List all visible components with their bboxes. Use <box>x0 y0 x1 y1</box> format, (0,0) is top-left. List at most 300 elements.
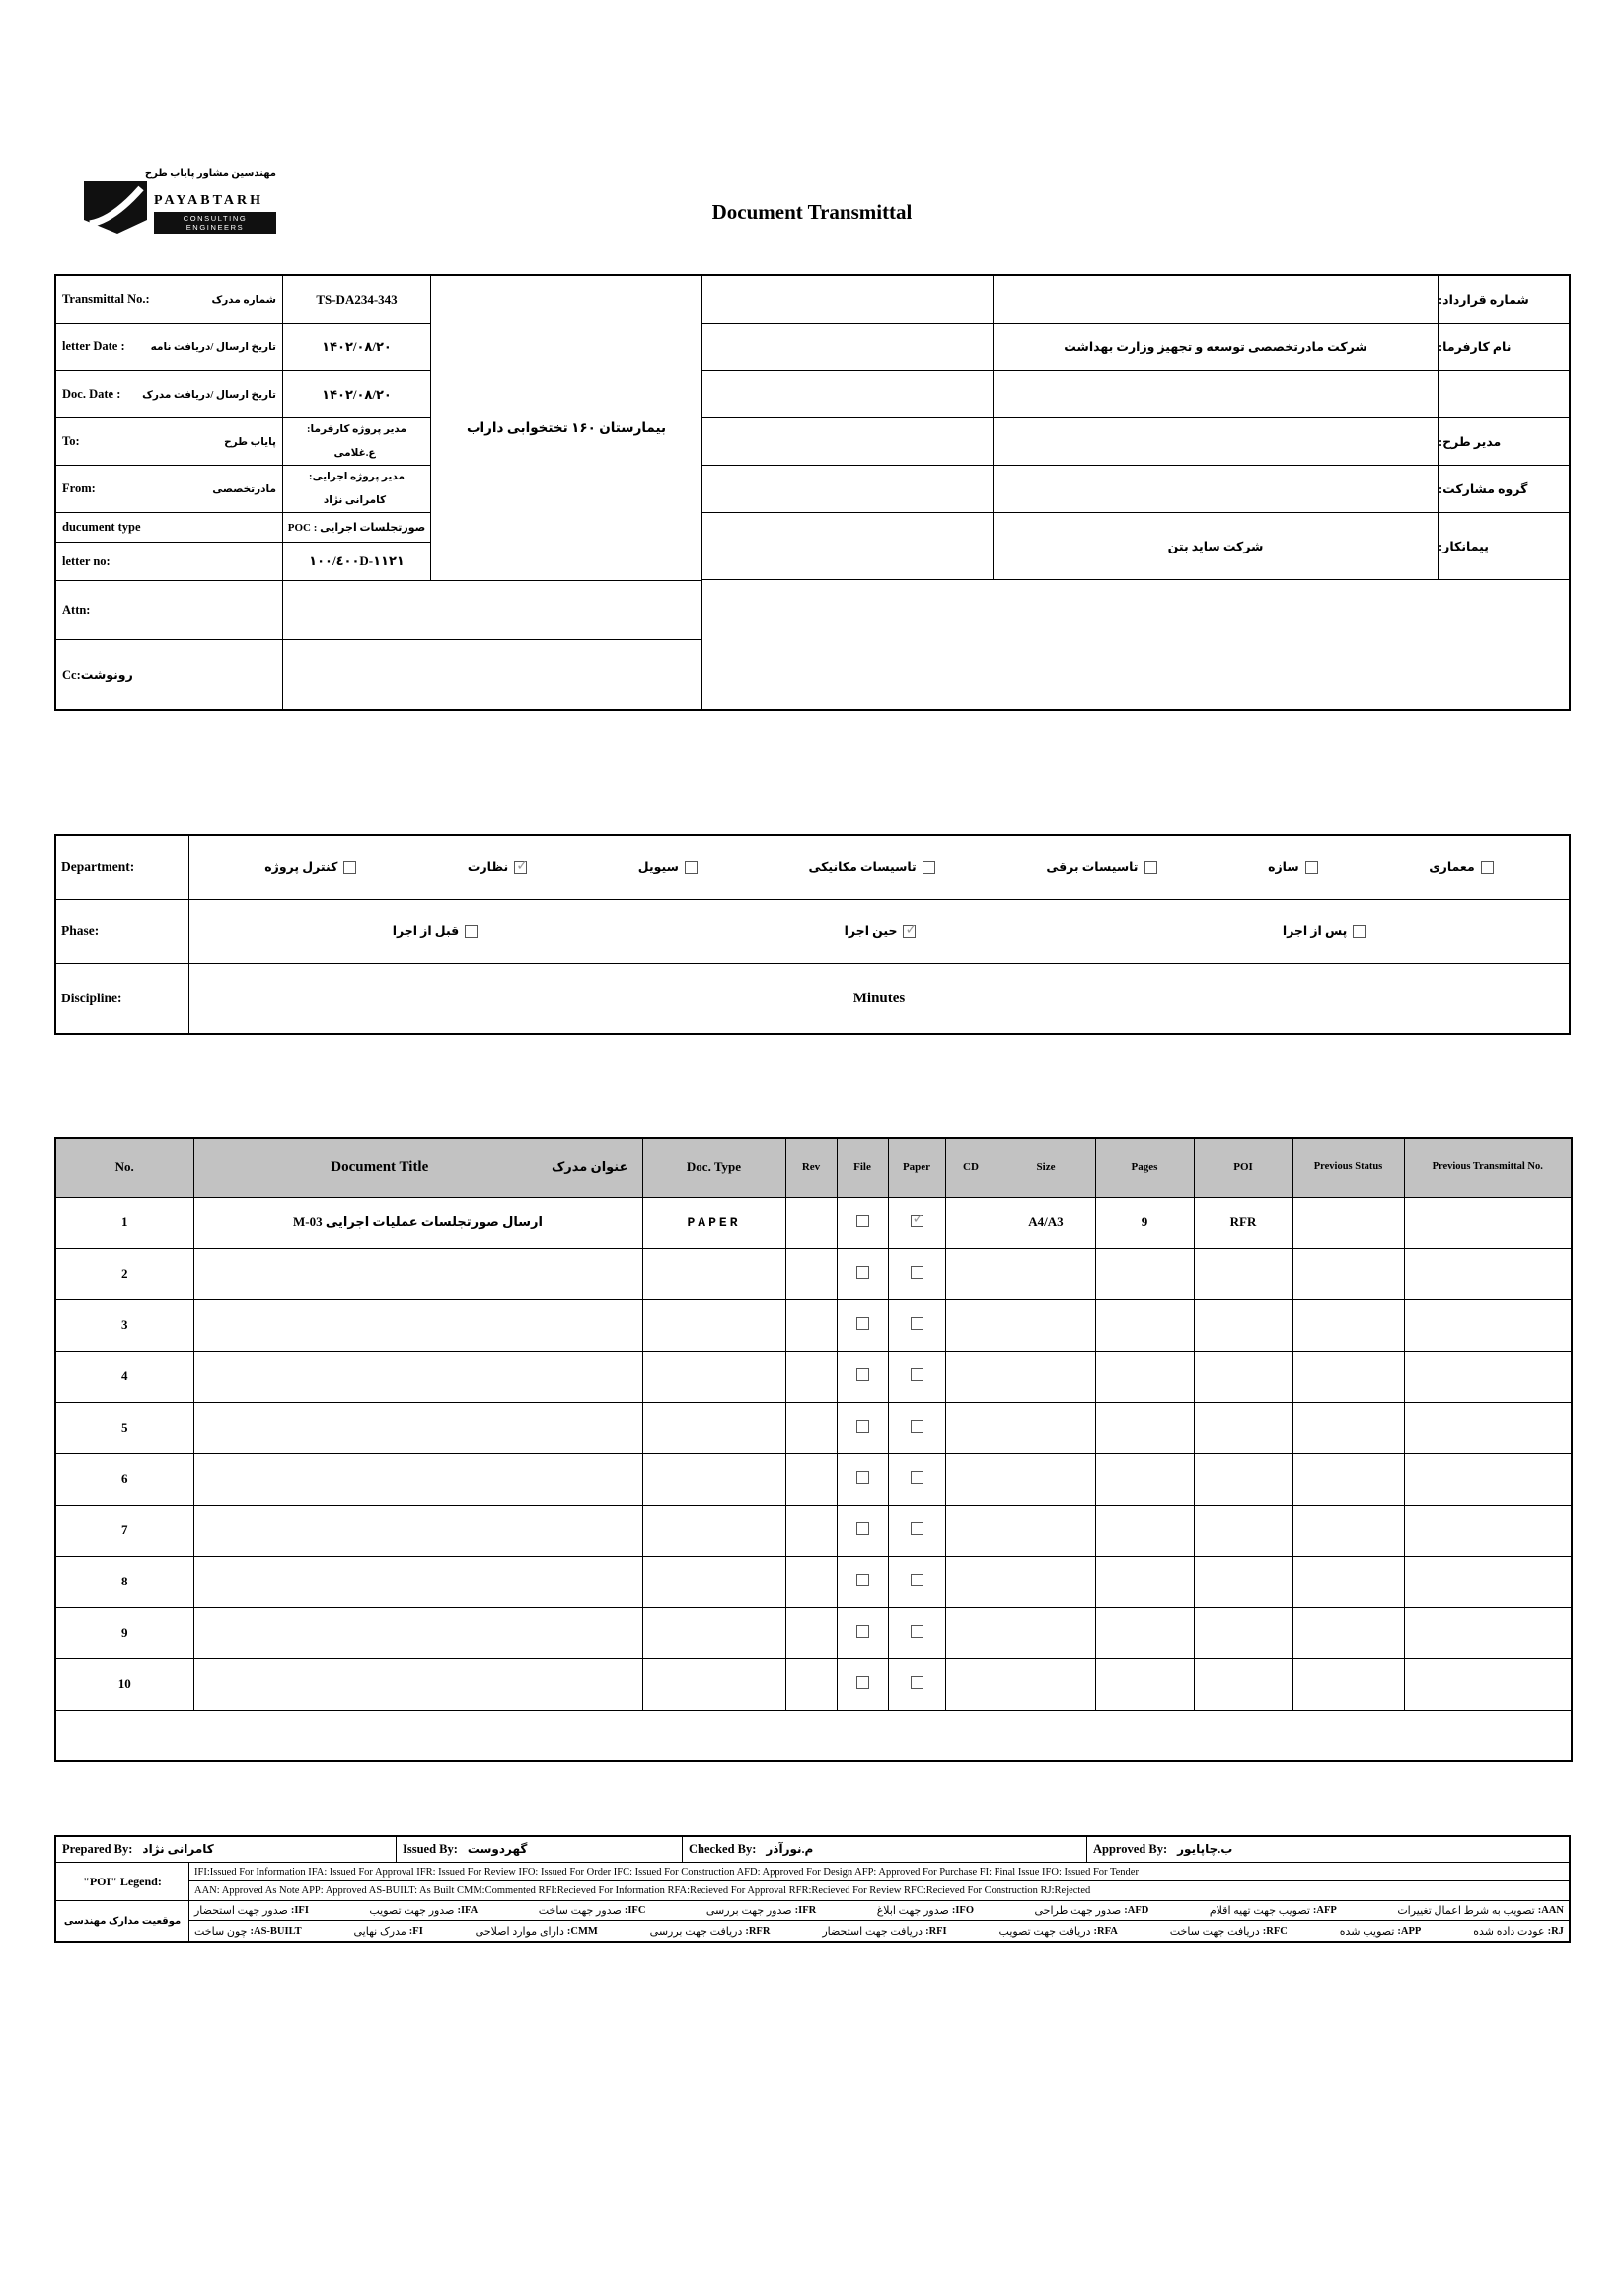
cell-cd <box>945 1556 997 1607</box>
paper-checkbox-row-2[interactable] <box>911 1266 923 1279</box>
cell-doc-type <box>642 1453 785 1505</box>
phase-label: Phase: <box>56 900 189 963</box>
cell-paper <box>888 1556 945 1607</box>
doc-table-empty-row <box>55 1710 1572 1761</box>
cell-title <box>193 1299 642 1351</box>
cell-poi <box>1194 1248 1292 1299</box>
cell-doc-type <box>642 1556 785 1607</box>
cell-prev-status <box>1292 1248 1404 1299</box>
legend-item: RFC: دریافت جهت ساخت <box>1169 1925 1288 1938</box>
col-rev: Rev <box>785 1138 837 1197</box>
partnership-value <box>994 466 1439 512</box>
cell-prev-transmittal <box>1404 1248 1572 1299</box>
cell-rev <box>785 1197 837 1248</box>
client-project-manager-value: ع.غلامی <box>333 447 376 459</box>
cell-rev <box>785 1248 837 1299</box>
transmittal-no-label: Transmittal No.: <box>62 292 150 306</box>
structure-checkbox[interactable] <box>1305 861 1318 874</box>
contractor-value: شرکت ساید بتن <box>994 513 1439 579</box>
dept-label-civil: سیویل <box>637 860 679 874</box>
col-size: Size <box>997 1138 1095 1197</box>
col-doc-type: Doc. Type <box>642 1138 785 1197</box>
client-value: شرکت مادرتخصصی توسعه و تجهیز وزارت بهداشت <box>994 324 1439 370</box>
cell-cd <box>945 1658 997 1710</box>
executive-project-manager-label: مدیر پروژه اجرایی: <box>309 472 405 483</box>
dept-item-electrical <box>1046 859 1156 875</box>
cell-pages <box>1095 1402 1194 1453</box>
cell-poi <box>1194 1658 1292 1710</box>
classification-table <box>54 834 1571 1035</box>
col-prev-transmittal: Previous Transmittal No. <box>1404 1138 1572 1197</box>
issued-by-cell <box>397 1837 683 1862</box>
cell-size <box>997 1607 1095 1658</box>
file-checkbox-row-5[interactable] <box>856 1420 869 1433</box>
paper-checkbox-row-9[interactable] <box>911 1625 923 1638</box>
logo-subtitle: CONSULTING ENGINEERS <box>154 212 276 234</box>
cell-size <box>997 1299 1095 1351</box>
cell-paper <box>888 1351 945 1402</box>
cell-title <box>193 1351 642 1402</box>
cell-title <box>193 1658 642 1710</box>
col-prev-status: Previous Status <box>1292 1138 1404 1197</box>
paper-checkbox-row-8[interactable] <box>911 1574 923 1586</box>
cell-rev <box>785 1607 837 1658</box>
supervision-checkbox[interactable] <box>514 861 527 874</box>
paper-checkbox-row-4[interactable] <box>911 1368 923 1381</box>
cell-prev-status <box>1292 1351 1404 1402</box>
from-label: From: <box>62 481 96 495</box>
checked-by-cell <box>683 1837 1087 1862</box>
dept-label-mechanical: تاسیسات مکانیکی <box>808 860 917 874</box>
from-value: مادرتخصصی <box>212 483 276 495</box>
transmittal-header-table <box>54 274 1571 711</box>
doc-date-row <box>56 371 430 418</box>
cell-prev-transmittal <box>1404 1453 1572 1505</box>
dept-item-mechanical <box>808 859 934 875</box>
doc-table-row <box>55 1299 1572 1351</box>
to-value: پایاب طرح <box>224 436 276 448</box>
cell-file <box>837 1248 888 1299</box>
cell-size <box>997 1453 1095 1505</box>
cell-poi <box>1194 1351 1292 1402</box>
cell-rev <box>785 1556 837 1607</box>
cell-paper <box>888 1505 945 1556</box>
fa-legend <box>56 1901 1569 1941</box>
cell-title <box>193 1607 642 1658</box>
empty-area <box>55 1710 1572 1761</box>
cell-prev-transmittal <box>1404 1197 1572 1248</box>
letter-date-row <box>56 324 430 371</box>
department-label: Department: <box>56 836 189 899</box>
doc-table-row <box>55 1197 1572 1248</box>
cell-doc-type <box>642 1248 785 1299</box>
doc-table-row <box>55 1556 1572 1607</box>
empty-row <box>702 371 1569 418</box>
letter-date-label-fa: تاریخ ارسال /دریافت نامه <box>150 341 276 353</box>
fa-legend-line-1 <box>189 1901 1569 1921</box>
prepared-by-label: Prepared By: <box>62 1842 133 1856</box>
cell-no: 3 <box>55 1299 193 1351</box>
cc-value <box>283 640 701 709</box>
attn-value <box>283 581 701 639</box>
phase-row <box>56 900 1569 964</box>
cell-file <box>837 1556 888 1607</box>
cell-cd <box>945 1453 997 1505</box>
client-project-manager-label: مدیر پروژه کارفرما: <box>307 424 406 436</box>
logo-persian-text: مهندسین مشاور پایاب طرح <box>144 168 276 179</box>
doc-table-row <box>55 1658 1572 1710</box>
cell-file <box>837 1197 888 1248</box>
letter-no-row <box>56 543 430 580</box>
cell-prev-transmittal <box>1404 1351 1572 1402</box>
dept-item-project-control <box>264 859 356 875</box>
cell-rev <box>785 1402 837 1453</box>
paper-checkbox-row-1[interactable] <box>911 1215 923 1227</box>
legend-item: RFA: دریافت جهت تصویب <box>998 1925 1118 1938</box>
cell-doc-type <box>642 1402 785 1453</box>
cell-size <box>997 1402 1095 1453</box>
attn-row <box>56 581 701 640</box>
doc-table-row <box>55 1351 1572 1402</box>
approved-by-cell <box>1087 1837 1569 1862</box>
dept-item-civil <box>638 859 698 875</box>
client-row <box>702 324 1569 371</box>
cell-prev-transmittal <box>1404 1505 1572 1556</box>
legend-item: IFC: صدور جهت ساخت <box>538 1905 646 1917</box>
cell-cd <box>945 1607 997 1658</box>
cc-row <box>56 640 701 709</box>
cell-size: A4/A3 <box>997 1197 1095 1248</box>
col-title-fa: عنوان مدرک <box>552 1159 628 1175</box>
col-cd: CD <box>945 1138 997 1197</box>
cell-title <box>193 1556 642 1607</box>
col-poi: POI <box>1194 1138 1292 1197</box>
cell-poi <box>1194 1505 1292 1556</box>
logo-name: PAYABTARH <box>154 193 264 208</box>
cell-prev-transmittal <box>1404 1658 1572 1710</box>
legend-item: RFI: دریافت جهت استحضار <box>822 1925 947 1938</box>
cell-size <box>997 1248 1095 1299</box>
cell-poi <box>1194 1556 1292 1607</box>
file-checkbox-row-3[interactable] <box>856 1317 869 1330</box>
contract-no-row <box>702 276 1569 324</box>
cell-file <box>837 1607 888 1658</box>
cell-title <box>193 1505 642 1556</box>
cell-paper <box>888 1658 945 1710</box>
col-paper: Paper <box>888 1138 945 1197</box>
file-checkbox-row-8[interactable] <box>856 1574 869 1586</box>
legend-item: CMM: دارای موارد اصلاحی <box>475 1925 598 1938</box>
cell-cd <box>945 1299 997 1351</box>
cell-file <box>837 1351 888 1402</box>
cell-poi <box>1194 1402 1292 1453</box>
contractor-row <box>702 513 1569 580</box>
col-pages: Pages <box>1095 1138 1194 1197</box>
legend-item: AFP: تصویب جهت تهیه اقلام <box>1209 1905 1337 1917</box>
cell-file <box>837 1299 888 1351</box>
col-no: No. <box>55 1138 193 1197</box>
dept-item-structure <box>1268 859 1318 875</box>
mechanical-checkbox[interactable] <box>923 861 935 874</box>
cell-prev-status <box>1292 1299 1404 1351</box>
signoff-row <box>56 1837 1569 1863</box>
cell-poi <box>1194 1607 1292 1658</box>
legend-item: IFA: صدور جهت تصویب <box>369 1905 479 1917</box>
doc-table-row <box>55 1248 1572 1299</box>
cell-pages <box>1095 1248 1194 1299</box>
cell-prev-status <box>1292 1556 1404 1607</box>
col-title-en: Document Title <box>331 1158 429 1175</box>
doc-date-value: ۱۴۰۲/۰۸/۲۰ <box>322 386 392 402</box>
plan-manager-label: مدیر طرح: <box>1439 434 1502 449</box>
executive-project-manager-value: کامرانی نژاد <box>323 494 387 506</box>
paper-checkbox-row-7[interactable] <box>911 1522 923 1535</box>
discipline-value: Minutes <box>852 990 906 1006</box>
cell-doc-type <box>642 1658 785 1710</box>
cell-file <box>837 1402 888 1453</box>
dept-label-supervision: نظارت <box>467 860 509 874</box>
phase-label-during-execution: حین اجرا <box>844 924 898 938</box>
discipline-label: Discipline: <box>56 964 189 1033</box>
cell-file <box>837 1658 888 1710</box>
partnership-label: گروه مشارکت: <box>1439 481 1528 496</box>
cell-doc-type <box>642 1607 785 1658</box>
document-type-label: ducument type <box>62 520 141 534</box>
legend-item: AS-BUILT: چون ساخت <box>194 1925 302 1938</box>
pre-execution-checkbox[interactable] <box>465 925 478 938</box>
footer-block <box>54 1835 1571 1943</box>
poi-legend-line-1: IFI:Issued For Information IFA: Issued For Approval IFR: Issued For Review IFO: Issued For Order IFC: Issued For Construction AFD: Approved For Design AFP: Approved For Purchase FI: Final Issue IFO: Issued For Tender <box>189 1863 1569 1881</box>
prepared-by-cell <box>56 1837 397 1862</box>
poi-legend-label: "POI" Legend: <box>56 1863 189 1900</box>
cell-size <box>997 1658 1095 1710</box>
cell-file <box>837 1453 888 1505</box>
phase-item-post-execution <box>1283 923 1366 939</box>
approved-by-value: ب.چاپایور <box>1177 1842 1233 1856</box>
file-checkbox-row-1[interactable] <box>856 1215 869 1227</box>
legend-item: RJ: عودت داده شده <box>1473 1925 1564 1938</box>
transmittal-no-label-fa: شماره مدرک <box>211 294 276 306</box>
cell-prev-status <box>1292 1607 1404 1658</box>
dept-label-project-control: کنترل پروژه <box>264 860 338 874</box>
doc-date-label-fa: تاریخ ارسال /دریافت مدرک <box>142 389 276 401</box>
cell-title: ارسال صورتجلسات عملیات اجرایی M-03 <box>193 1197 642 1248</box>
cell-rev <box>785 1658 837 1710</box>
cell-no: 7 <box>55 1505 193 1556</box>
paper-checkbox-row-6[interactable] <box>911 1471 923 1484</box>
cell-no: 6 <box>55 1453 193 1505</box>
legend-item: AAN: تصویب به شرط اعمال تغییرات <box>1397 1905 1564 1917</box>
letter-date-value: ۱۴۰۲/۰۸/۲۰ <box>322 338 392 354</box>
from-row <box>56 466 430 513</box>
phase-label-post-execution: پس از اجرا <box>1282 924 1348 938</box>
civil-checkbox[interactable] <box>685 861 698 874</box>
right-filler <box>702 580 1569 709</box>
cell-pages <box>1095 1658 1194 1710</box>
paper-checkbox-row-5[interactable] <box>911 1420 923 1433</box>
checked-by-value: م.نورآذر <box>766 1842 814 1856</box>
contractor-label: پیمانکار: <box>1439 539 1489 553</box>
during-execution-checkbox[interactable] <box>903 925 916 938</box>
plan-manager-row <box>702 418 1569 466</box>
doc-table-header <box>55 1138 1572 1197</box>
file-checkbox-row-4[interactable] <box>856 1368 869 1381</box>
to-row <box>56 418 430 466</box>
cell-pages <box>1095 1299 1194 1351</box>
cell-no: 2 <box>55 1248 193 1299</box>
cell-paper <box>888 1453 945 1505</box>
document-type-value: صورتجلسات اجرایی : POC <box>287 522 426 534</box>
phase-item-during-execution <box>845 923 917 939</box>
cell-doc-type <box>642 1351 785 1402</box>
issued-by-value: گهردوست <box>467 1842 528 1856</box>
col-title <box>193 1138 642 1197</box>
document-type-row <box>56 513 430 543</box>
cell-size <box>997 1351 1095 1402</box>
cc-label: Cc:رونوشت <box>62 668 133 682</box>
cell-prev-transmittal <box>1404 1299 1572 1351</box>
cell-pages: 9 <box>1095 1197 1194 1248</box>
cell-paper <box>888 1299 945 1351</box>
dept-item-supervision <box>468 859 527 875</box>
cell-no: 1 <box>55 1197 193 1248</box>
paper-checkbox-row-3[interactable] <box>911 1317 923 1330</box>
phase-item-pre-execution <box>393 923 479 939</box>
cell-title <box>193 1402 642 1453</box>
dept-label-structure: سازه <box>1268 860 1299 874</box>
legend-item: IFO: صدور جهت ابلاغ <box>876 1905 975 1917</box>
cell-paper <box>888 1402 945 1453</box>
cell-prev-status <box>1292 1505 1404 1556</box>
department-row <box>56 836 1569 900</box>
cell-rev <box>785 1351 837 1402</box>
cell-doc-type: PAPER <box>642 1197 785 1248</box>
cell-prev-transmittal <box>1404 1607 1572 1658</box>
plan-manager-value <box>994 418 1439 465</box>
issued-by-label: Issued By: <box>403 1842 458 1856</box>
cell-size <box>997 1505 1095 1556</box>
col-file: File <box>837 1138 888 1197</box>
cell-no: 9 <box>55 1607 193 1658</box>
cell-no: 8 <box>55 1556 193 1607</box>
cell-rev <box>785 1505 837 1556</box>
page-title: Document Transmittal <box>711 200 913 224</box>
cell-cd <box>945 1402 997 1453</box>
phase-label-pre-execution: قبل از اجرا <box>392 924 460 938</box>
attn-label: Attn: <box>62 603 91 617</box>
cell-cd <box>945 1197 997 1248</box>
cell-prev-transmittal <box>1404 1402 1572 1453</box>
cell-pages <box>1095 1556 1194 1607</box>
cell-prev-status <box>1292 1402 1404 1453</box>
cell-file <box>837 1505 888 1556</box>
dept-label-electrical: تاسیسات برقی <box>1046 860 1139 874</box>
checked-by-label: Checked By: <box>689 1842 757 1856</box>
poi-legend-line-2: AAN: Approved As Note APP: Approved AS-BUILT: As Built CMM:Commented RFI:Recieved For Information RFA:Recieved For Approval RFR:Recieved For Review RFC:Recieved For Construction RJ:Rejected <box>194 1885 1091 1896</box>
cell-title <box>193 1248 642 1299</box>
cell-paper <box>888 1607 945 1658</box>
legend-item: IFI: صدور جهت استحضار <box>194 1905 309 1917</box>
cell-rev <box>785 1453 837 1505</box>
cell-rev <box>785 1299 837 1351</box>
doc-table-row <box>55 1453 1572 1505</box>
cell-prev-status <box>1292 1197 1404 1248</box>
cell-no: 4 <box>55 1351 193 1402</box>
project-control-checkbox[interactable] <box>343 861 356 874</box>
partnership-row <box>702 466 1569 513</box>
legend-item: APP: تصویب شده <box>1339 1925 1422 1938</box>
cell-cd <box>945 1351 997 1402</box>
cell-no: 5 <box>55 1402 193 1453</box>
transmittal-no-value: TS-DA234-343 <box>316 291 398 307</box>
cell-prev-status <box>1292 1453 1404 1505</box>
transmittal-no-row <box>56 276 430 324</box>
cell-pages <box>1095 1607 1194 1658</box>
cell-poi <box>1194 1453 1292 1505</box>
paper-checkbox-row-10[interactable] <box>911 1676 923 1689</box>
cell-pages <box>1095 1351 1194 1402</box>
cell-doc-type <box>642 1299 785 1351</box>
cell-pages <box>1095 1505 1194 1556</box>
legend-item: AFD: صدور جهت طراحی <box>1034 1905 1149 1917</box>
to-label: To: <box>62 434 80 448</box>
cell-title <box>193 1453 642 1505</box>
contract-no-value <box>994 276 1439 323</box>
client-label: نام کارفرما: <box>1439 339 1512 354</box>
client-project-manager-cell <box>283 418 430 465</box>
architecture-checkbox[interactable] <box>1481 861 1494 874</box>
cell-cd <box>945 1505 997 1556</box>
post-execution-checkbox[interactable] <box>1353 925 1366 938</box>
cell-prev-transmittal <box>1404 1556 1572 1607</box>
cell-doc-type <box>642 1505 785 1556</box>
legend-item: FI: مدرک نهایی <box>353 1925 423 1938</box>
file-checkbox-row-10[interactable] <box>856 1676 869 1689</box>
file-checkbox-row-9[interactable] <box>856 1625 869 1638</box>
doc-table-row <box>55 1505 1572 1556</box>
file-checkbox-row-7[interactable] <box>856 1522 869 1535</box>
doc-table-row <box>55 1402 1572 1453</box>
legend-item: RFR: دریافت جهت بررسی <box>649 1925 771 1938</box>
letter-no-value: ۱۰۰/٤۰۰D-۱۱۲۱ <box>309 553 405 568</box>
file-checkbox-row-2[interactable] <box>856 1266 869 1279</box>
cell-paper <box>888 1248 945 1299</box>
cell-size <box>997 1556 1095 1607</box>
doc-date-label: Doc. Date : <box>62 387 121 401</box>
doc-table-row <box>55 1607 1572 1658</box>
cell-pages <box>1095 1453 1194 1505</box>
dept-item-architecture <box>1429 859 1494 875</box>
discipline-row <box>56 964 1569 1033</box>
letter-date-label: letter Date : <box>62 339 125 353</box>
letter-no-label: letter no: <box>62 553 111 568</box>
file-checkbox-row-6[interactable] <box>856 1471 869 1484</box>
document-list-table <box>54 1137 1573 1762</box>
electrical-checkbox[interactable] <box>1144 861 1157 874</box>
cell-poi <box>1194 1299 1292 1351</box>
dept-label-architecture: معماری <box>1429 860 1475 874</box>
prepared-by-value: کامرانی نژاد <box>142 1842 214 1856</box>
contract-no-label: شماره قرارداد: <box>1439 292 1529 307</box>
cell-cd <box>945 1248 997 1299</box>
legend-item: IFR: صدور جهت بررسی <box>705 1905 817 1917</box>
cell-paper <box>888 1197 945 1248</box>
executive-project-manager-cell <box>283 466 430 512</box>
fa-legend-label: موقعیت مدارک مهندسی <box>56 1901 189 1941</box>
fa-legend-line-2 <box>189 1921 1569 1941</box>
cell-prev-status <box>1292 1658 1404 1710</box>
cell-poi: RFR <box>1194 1197 1292 1248</box>
